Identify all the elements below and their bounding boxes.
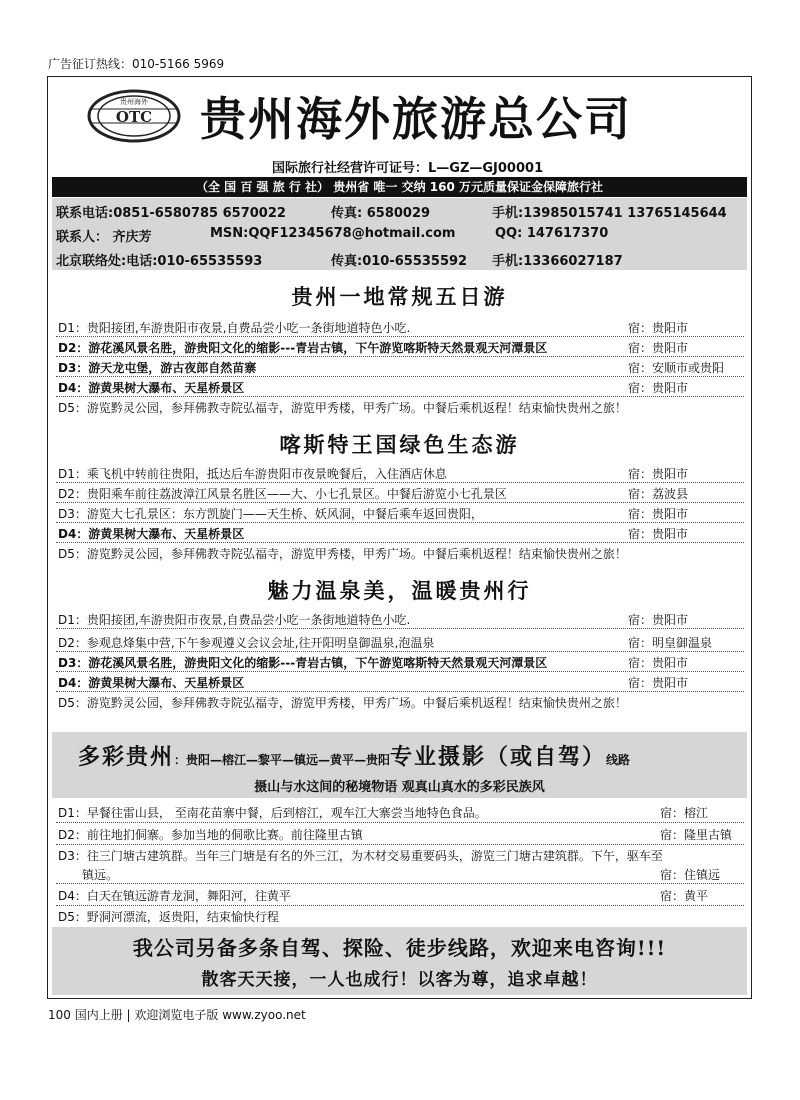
- contact-mobile: 手机:13985015741 13765145644: [492, 206, 727, 221]
- tour4-day3-stay: 宿：住镇远: [660, 868, 721, 882]
- beijing-office-fax: 传真:010-65535592: [331, 254, 468, 269]
- tour1-day5: D5：游览黔灵公园，参拜佛教寺院弘福寺，游览甲秀楼，甲秀广场。中餐后乘机返程！结束愉快贵州之旅！: [58, 401, 627, 415]
- tour3-day4: D4：游黄果树大瀑布、天星桥景区: [58, 676, 245, 690]
- tour3-day1-stay: 宿：贵阳市: [628, 613, 689, 627]
- tour1-day4: D4：游黄果树大瀑布、天星桥景区: [58, 381, 245, 395]
- tour1-day3: D3：游天龙屯堡，游古夜郎自然苗寨: [58, 361, 257, 375]
- tour4-day3-cont: 镇远。: [82, 868, 119, 882]
- tour2-day4-stay: 宿：贵阳市: [628, 527, 689, 541]
- contact-person: 联系人： 齐庆芳: [56, 230, 152, 245]
- tour2-day1-stay: 宿：贵阳市: [628, 467, 689, 481]
- tour4-day1-stay: 宿：榕江: [660, 806, 709, 820]
- tour4-theme: 专业摄影（或自驾）: [390, 744, 607, 770]
- tour4-day4-stay: 宿：黄平: [660, 889, 709, 903]
- tour1-day3-stay: 宿：安顺市或贵阳: [628, 361, 725, 375]
- tour1-day2-stay: 宿：贵阳市: [628, 341, 689, 355]
- footer-slogan-1: 我公司另备多条自驾、探险、徒步线路，欢迎来电咨询!!!: [132, 936, 667, 960]
- tour4-title: 多彩贵州: [78, 744, 175, 770]
- tour4-day4: D4：白天在镇远游青龙洞，舞阳河，往黄平: [58, 889, 291, 903]
- company-name: 贵州海外旅游总公司: [200, 92, 632, 146]
- contact-msn: MSN:QQF12345678@hotmail.com: [210, 226, 456, 241]
- license-number: 国际旅行社经营许可证号：L—GZ—GJ00001: [272, 161, 544, 176]
- tour3-day2: D2：参观息烽集中营,下午参观遵义会议会址,往开阳明皇御温泉,泡温泉: [58, 636, 435, 650]
- tour2-day5: D5：游览黔灵公园，参拜佛教寺院弘福寺，游览甲秀楼，甲秀广场。中餐后乘机返程！结束愉快贵州之旅！: [58, 547, 627, 561]
- logo-top-text: 贵州海外: [120, 98, 148, 106]
- tour4-day5: D5：野洞河漂流，返贵阳，结束愉快行程: [58, 910, 279, 924]
- logo-letters: OTC: [115, 108, 153, 126]
- footer-slogan-box: [52, 927, 747, 995]
- tour2-day2: D2：贵阳乘车前往荔波漳江风景名胜区——大、小七孔景区。中餐后游览小七孔景区: [58, 487, 507, 501]
- contact-qq: QQ: 147617370: [495, 226, 609, 241]
- tour1-day2: D2：游花溪风景名胜，游贵阳文化的缩影---青岩古镇，下午游览喀斯特天然景观天河潭景区: [58, 341, 548, 355]
- otc-logo-icon: [86, 89, 182, 143]
- tour2-day2-stay: 宿：荔波县: [628, 487, 689, 501]
- contact-box: [52, 198, 747, 270]
- tour3-day3-stay: 宿：贵阳市: [628, 656, 689, 670]
- tour2-day3-stay: 宿：贵阳市: [628, 507, 689, 521]
- tour4-day2-stay: 宿：隆里古镇: [660, 828, 733, 842]
- agency-banner: （全 国 百 强 旅 行 社） 贵州省 唯一 交纳 160 万元质量保证金保障旅行社: [52, 177, 747, 197]
- tour2-day3: D3：游览大七孔景区：东方凯旋门——天生桥、妖风洞，中餐后乘车返回贵阳，: [58, 507, 483, 521]
- tour2-title: 喀斯特王国绿色生态游: [279, 432, 520, 457]
- tour2-day1: D1：乘飞机中转前往贵阳，抵达后车游贵阳市夜景晚餐后，入住酒店休息: [58, 467, 447, 481]
- tour3-day5: D5：游览黔灵公园，参拜佛教寺院弘福寺，游览甲秀楼，甲秀广场。中餐后乘机返程！结束愉快贵州之旅！: [58, 696, 627, 710]
- tour4-day3: D3：往三门塘古建筑群。当年三门塘是有名的外三江，为木材交易重要码头，游览三门塘古建筑群。下午，驱车至: [58, 849, 663, 863]
- contact-fax: 传真: 6580029: [331, 206, 431, 221]
- tour4-header: [52, 732, 747, 798]
- tour3-day2-stay: 宿：明皇御温泉: [628, 636, 713, 650]
- ad-hotline: 广告征订热线：010-5166 5969: [48, 57, 225, 71]
- ad-frame: [47, 76, 752, 999]
- tour2-day4: D4：游黄果树大瀑布、天星桥景区: [58, 527, 245, 541]
- contact-phone: 联系电话:0851-6580785 6570022: [56, 206, 286, 221]
- beijing-office-phone: 北京联络处:电话:010-65535593: [56, 254, 263, 269]
- tour1-title: 贵州一地常规五日游: [291, 284, 508, 309]
- tour4-day1: D1：早餐往雷山县， 至南花苗寨中餐，后到榕江，观车江大寨尝当地特色食品。: [58, 806, 487, 820]
- tour1-day1-stay: 宿：贵阳市: [628, 321, 689, 335]
- tour3-day4-stay: 宿：贵阳市: [628, 676, 689, 690]
- tour1-day4-stay: 宿：贵阳市: [628, 381, 689, 395]
- tour4-subtitle: 摄山与水这间的秘境物语 观真山真水的多彩民族风: [254, 780, 545, 795]
- tour3-day3: D3：游花溪风景名胜，游贵阳文化的缩影---青岩古镇，下午游览喀斯特天然景观天河潭景区: [58, 656, 548, 670]
- tour4-route: ：贵阳—榕江—黎平—镇远—黄平—贵阳: [174, 753, 391, 767]
- footer-slogan-2: 散客天天接，一人也成行！以客为尊，追求卓越！: [201, 970, 598, 990]
- tour3-day1: D1：贵阳接团,车游贵阳市夜景,自费品尝小吃一条街地道特色小吃.: [58, 613, 411, 627]
- tour4-day2: D2：前往地扪侗寨。参加当地的侗歌比赛。前往隆里古镇: [58, 828, 363, 842]
- tour1-day1: D1：贵阳接团,车游贵阳市夜景,自费品尝小吃一条街地道特色小吃.: [58, 321, 411, 335]
- beijing-office-mobile: 手机:13366027187: [492, 254, 623, 269]
- tour3-title: 魅力温泉美，温暖贵州行: [267, 578, 532, 603]
- tour4-route-label: 线路: [606, 753, 631, 767]
- page-footer: 100 国内上册 | 欢迎浏览电子版 www.zyoo.net: [48, 1008, 306, 1022]
